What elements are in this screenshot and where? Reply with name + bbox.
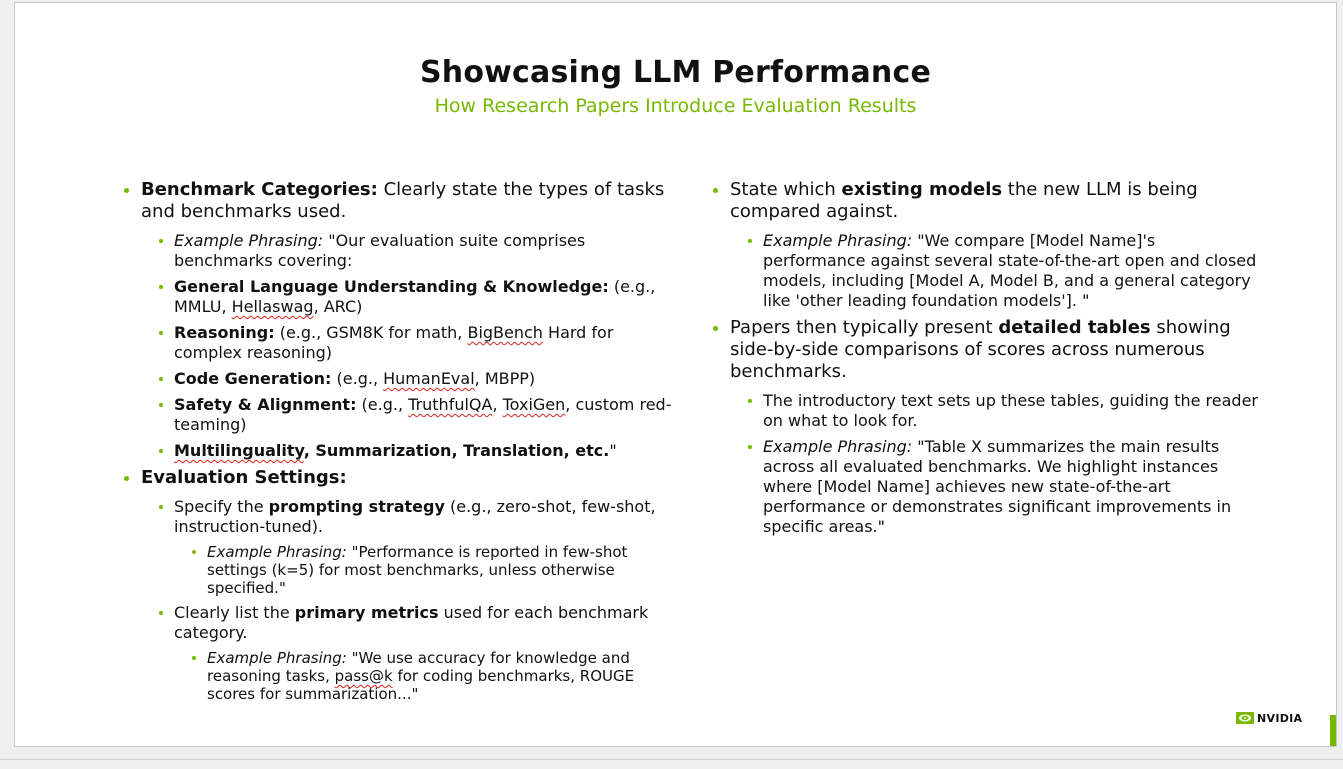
bullet-intro-text: The introductory text sets up these tables, guiding the reader on what to look for.	[698, 391, 1258, 431]
bullet-detailed-tables: Papers then typically present detailed tables showing side-by-side comparisons of scores across numerous benchmarks.	[698, 317, 1258, 383]
left-column	[109, 179, 679, 709]
bullet-code-generation: Code Generation: (e.g., HumanEval, MBPP)	[109, 369, 679, 389]
status-divider	[0, 759, 1343, 760]
bullet-metrics-example: Example Phrasing: "We use accuracy for knowledge and reasoning tasks, pass@k for coding benchmarks, ROUGE scores for summarization..."	[109, 649, 679, 703]
bullet-existing-models-example: Example Phrasing: "We compare [Model Name]'s performance against several state-of-the-art open and closed models, including [Model A, Model B, and a general category like 'other leading foundation models']. "	[698, 231, 1258, 311]
bullet-prompting-example: Example Phrasing: "Performance is reported in few-shot settings (k=5) for most benchmarks, unless otherwise specified."	[109, 543, 679, 597]
bullet-primary-metrics: Clearly list the primary metrics used for each benchmark category.	[109, 603, 679, 643]
bullet-benchmark-example: Example Phrasing: "Our evaluation suite comprises benchmarks covering:	[109, 231, 679, 271]
bullet-general-language: General Language Understanding & Knowledge: (e.g., MMLU, Hellaswag, ARC)	[109, 277, 679, 317]
bullet-reasoning: Reasoning: (e.g., GSM8K for math, BigBench Hard for complex reasoning)	[109, 323, 679, 363]
bullet-tables-example: Example Phrasing: "Table X summarizes the main results across all evaluated benchmarks. We highlight instances where [Model Name] achieves new state-of-the-art performance or demonstrates significant improvements in specific areas."	[698, 437, 1258, 537]
bullet-existing-models: State which existing models the new LLM is being compared against.	[698, 179, 1258, 223]
accent-bar	[1330, 715, 1336, 746]
bullet-evaluation-settings: Evaluation Settings:	[109, 467, 679, 489]
bullet-benchmark-categories: Benchmark Categories: Clearly state the types of tasks and benchmarks used.	[109, 179, 679, 223]
slide-title: Showcasing LLM Performance	[419, 55, 932, 90]
right-column	[698, 179, 1258, 543]
bullet-safety-alignment: Safety & Alignment: (e.g., TruthfulQA, ToxiGen, custom red-teaming)	[109, 395, 679, 435]
nvidia-eye-icon	[1236, 709, 1254, 728]
nvidia-logo-text: NVIDIA	[1257, 712, 1303, 725]
nvidia-logo	[1236, 709, 1302, 728]
slide-subtitle: How Research Papers Introduce Evaluation Results	[434, 95, 917, 117]
bullet-prompting-strategy: Specify the prompting strategy (e.g., zero-shot, few-shot, instruction-tuned).	[109, 497, 679, 537]
slide-canvas[interactable]	[14, 2, 1337, 747]
bullet-multilinguality: Multilinguality, Summarization, Translation, etc."	[109, 441, 679, 461]
